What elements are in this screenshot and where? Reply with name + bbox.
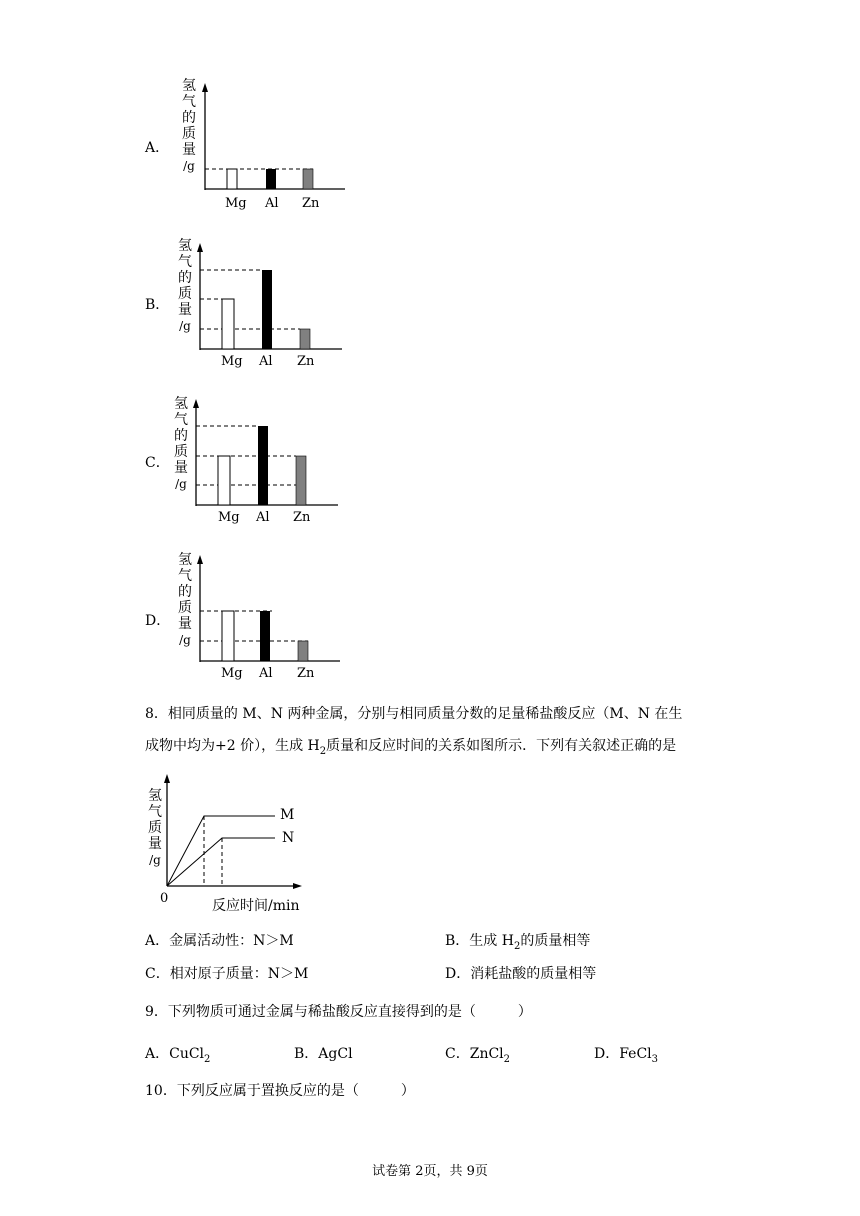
- q8-series-n-label: N: [282, 830, 295, 846]
- q9-option-c[interactable]: [445, 1043, 510, 1065]
- ylabel-char: 氢: [174, 396, 188, 412]
- ylabel-char: /g: [183, 159, 195, 173]
- q8-optb-a: B．生成 H: [445, 933, 514, 949]
- q9-opta-sub: 2: [204, 1053, 211, 1065]
- y-axis-arrow: [164, 774, 170, 783]
- q8-option-a[interactable]: A．金属活动性：N＞M: [145, 933, 294, 949]
- ylabel-char: 气: [178, 568, 192, 584]
- q9-option-d[interactable]: [594, 1043, 658, 1065]
- q8-ylabel-char: 气: [148, 804, 162, 820]
- bar-zn: [303, 169, 313, 189]
- chart-a-xlabel-mg: Mg: [225, 196, 247, 211]
- q8-ylabel-char: 质: [148, 820, 162, 836]
- q10-stem: 10．下列反应属于置换反应的是（ ）: [145, 1083, 415, 1099]
- ylabel-char: 的: [174, 428, 188, 444]
- bar-mg: [222, 299, 234, 349]
- page-footer: 试卷第 2页，共 9页: [372, 1164, 488, 1179]
- ylabel-char: 氢: [178, 552, 192, 568]
- q8-line2-a: 成物中均为+2 价），生成 H: [145, 738, 320, 754]
- chart-b-xlabel-al: Al: [259, 354, 273, 369]
- bar-zn: [296, 456, 306, 505]
- q8-option-c[interactable]: C．相对原子质量：N＞M: [145, 966, 309, 982]
- curve-n: [167, 838, 275, 886]
- y-axis-arrow: [202, 83, 208, 92]
- ylabel-char: 质: [178, 286, 192, 302]
- chart-c-xlabel-al: Al: [256, 510, 270, 525]
- ylabel-char: 质: [182, 126, 196, 142]
- ylabel-char: 气: [174, 412, 188, 428]
- ylabel-char: 气: [178, 254, 192, 270]
- q8-ylabel-char: /g: [149, 853, 161, 867]
- ylabel-char: 气: [182, 94, 196, 110]
- q9-optc-a: C．ZnCl: [445, 1046, 504, 1062]
- q8-line2-b: 质量和反应时间的关系如图所示．下列有关叙述正确的是: [326, 738, 677, 754]
- chart-a-xlabel-zn: Zn: [302, 196, 320, 211]
- bar-al: [260, 611, 270, 661]
- ylabel-char: /g: [179, 633, 191, 647]
- ylabel-char: 质: [178, 600, 192, 616]
- ylabel-char: 的: [178, 270, 192, 286]
- chart-c-xlabel-mg: Mg: [218, 510, 240, 525]
- q9-stem: 9．下列物质可通过金属与稀盐酸反应直接得到的是（ ）: [145, 1004, 532, 1020]
- chart-c: [186, 396, 346, 526]
- q9-option-a[interactable]: [145, 1043, 210, 1065]
- bar-mg: [222, 611, 234, 661]
- q8-xaxis-label: 反应时间/min: [212, 898, 300, 914]
- ylabel-char: 量: [174, 460, 188, 476]
- q8-series-m-label: M: [280, 807, 295, 823]
- ylabel-char: 氢: [182, 78, 196, 94]
- y-axis-arrow: [193, 399, 199, 408]
- chart-b-xlabel-mg: Mg: [221, 354, 243, 369]
- chart-b-xlabel-zn: Zn: [297, 354, 315, 369]
- q8-ylabel-char: 量: [148, 836, 162, 852]
- ylabel-char: 的: [182, 110, 196, 126]
- q9-optd-sub: 3: [651, 1053, 659, 1065]
- q8-stem-line2: [145, 737, 676, 761]
- chart-a-xlabel-al: Al: [265, 196, 279, 211]
- curve-m: [167, 816, 275, 886]
- ylabel-char: 量: [182, 142, 196, 158]
- bar-al: [266, 169, 276, 189]
- chart-b: [190, 240, 350, 370]
- q8-line2-sub: 2: [319, 745, 327, 757]
- q8-optb-b: 的质量相等: [520, 933, 591, 949]
- q8-option-b[interactable]: [445, 930, 590, 952]
- ylabel-char: /g: [179, 319, 191, 333]
- y-axis-arrow: [197, 555, 203, 564]
- bar-mg: [227, 169, 237, 189]
- chart-a: [195, 80, 355, 215]
- bar-zn: [298, 641, 308, 661]
- bar-al: [262, 270, 272, 349]
- q9-optc-sub: 2: [503, 1053, 511, 1065]
- chart-d-xlabel-zn: Zn: [297, 666, 315, 681]
- ylabel-char: 氢: [178, 238, 192, 254]
- y-axis-arrow: [197, 243, 203, 252]
- ylabel-char: 量: [178, 302, 192, 318]
- q8-option-d[interactable]: D．消耗盐酸的质量相等: [445, 966, 597, 982]
- bar-al: [258, 426, 268, 505]
- ylabel-char: 量: [178, 616, 192, 632]
- bar-zn: [300, 329, 310, 349]
- option-b-label: B．: [145, 297, 170, 313]
- q8-ylabel-char: 氢: [148, 788, 162, 804]
- q9-option-b[interactable]: B．AgCl: [294, 1046, 353, 1062]
- chart-d-xlabel-mg: Mg: [221, 666, 243, 681]
- ylabel-char: 质: [174, 444, 188, 460]
- x-axis-arrow: [293, 883, 302, 889]
- q9-opta-a: A．CuCl: [145, 1046, 205, 1062]
- option-a-label: A．: [145, 140, 170, 156]
- q9-optd-a: D．FeCl: [594, 1046, 652, 1062]
- ylabel-char: 的: [178, 584, 192, 600]
- option-d-label: D．: [145, 613, 171, 629]
- chart-c-xlabel-zn: Zn: [293, 510, 311, 525]
- q8-optb-sub: 2: [513, 940, 521, 952]
- chart-d-xlabel-al: Al: [259, 666, 273, 681]
- q8-origin-label: 0: [160, 891, 169, 906]
- ylabel-char: /g: [175, 477, 187, 491]
- q8-stem-line1: 8．相同质量的 M、N 两种金属，分别与相同质量分数的足量稀盐酸反应（M、N 在生: [145, 706, 683, 722]
- option-c-label: C．: [145, 455, 170, 471]
- chart-d: [190, 552, 350, 682]
- bar-mg: [218, 456, 230, 505]
